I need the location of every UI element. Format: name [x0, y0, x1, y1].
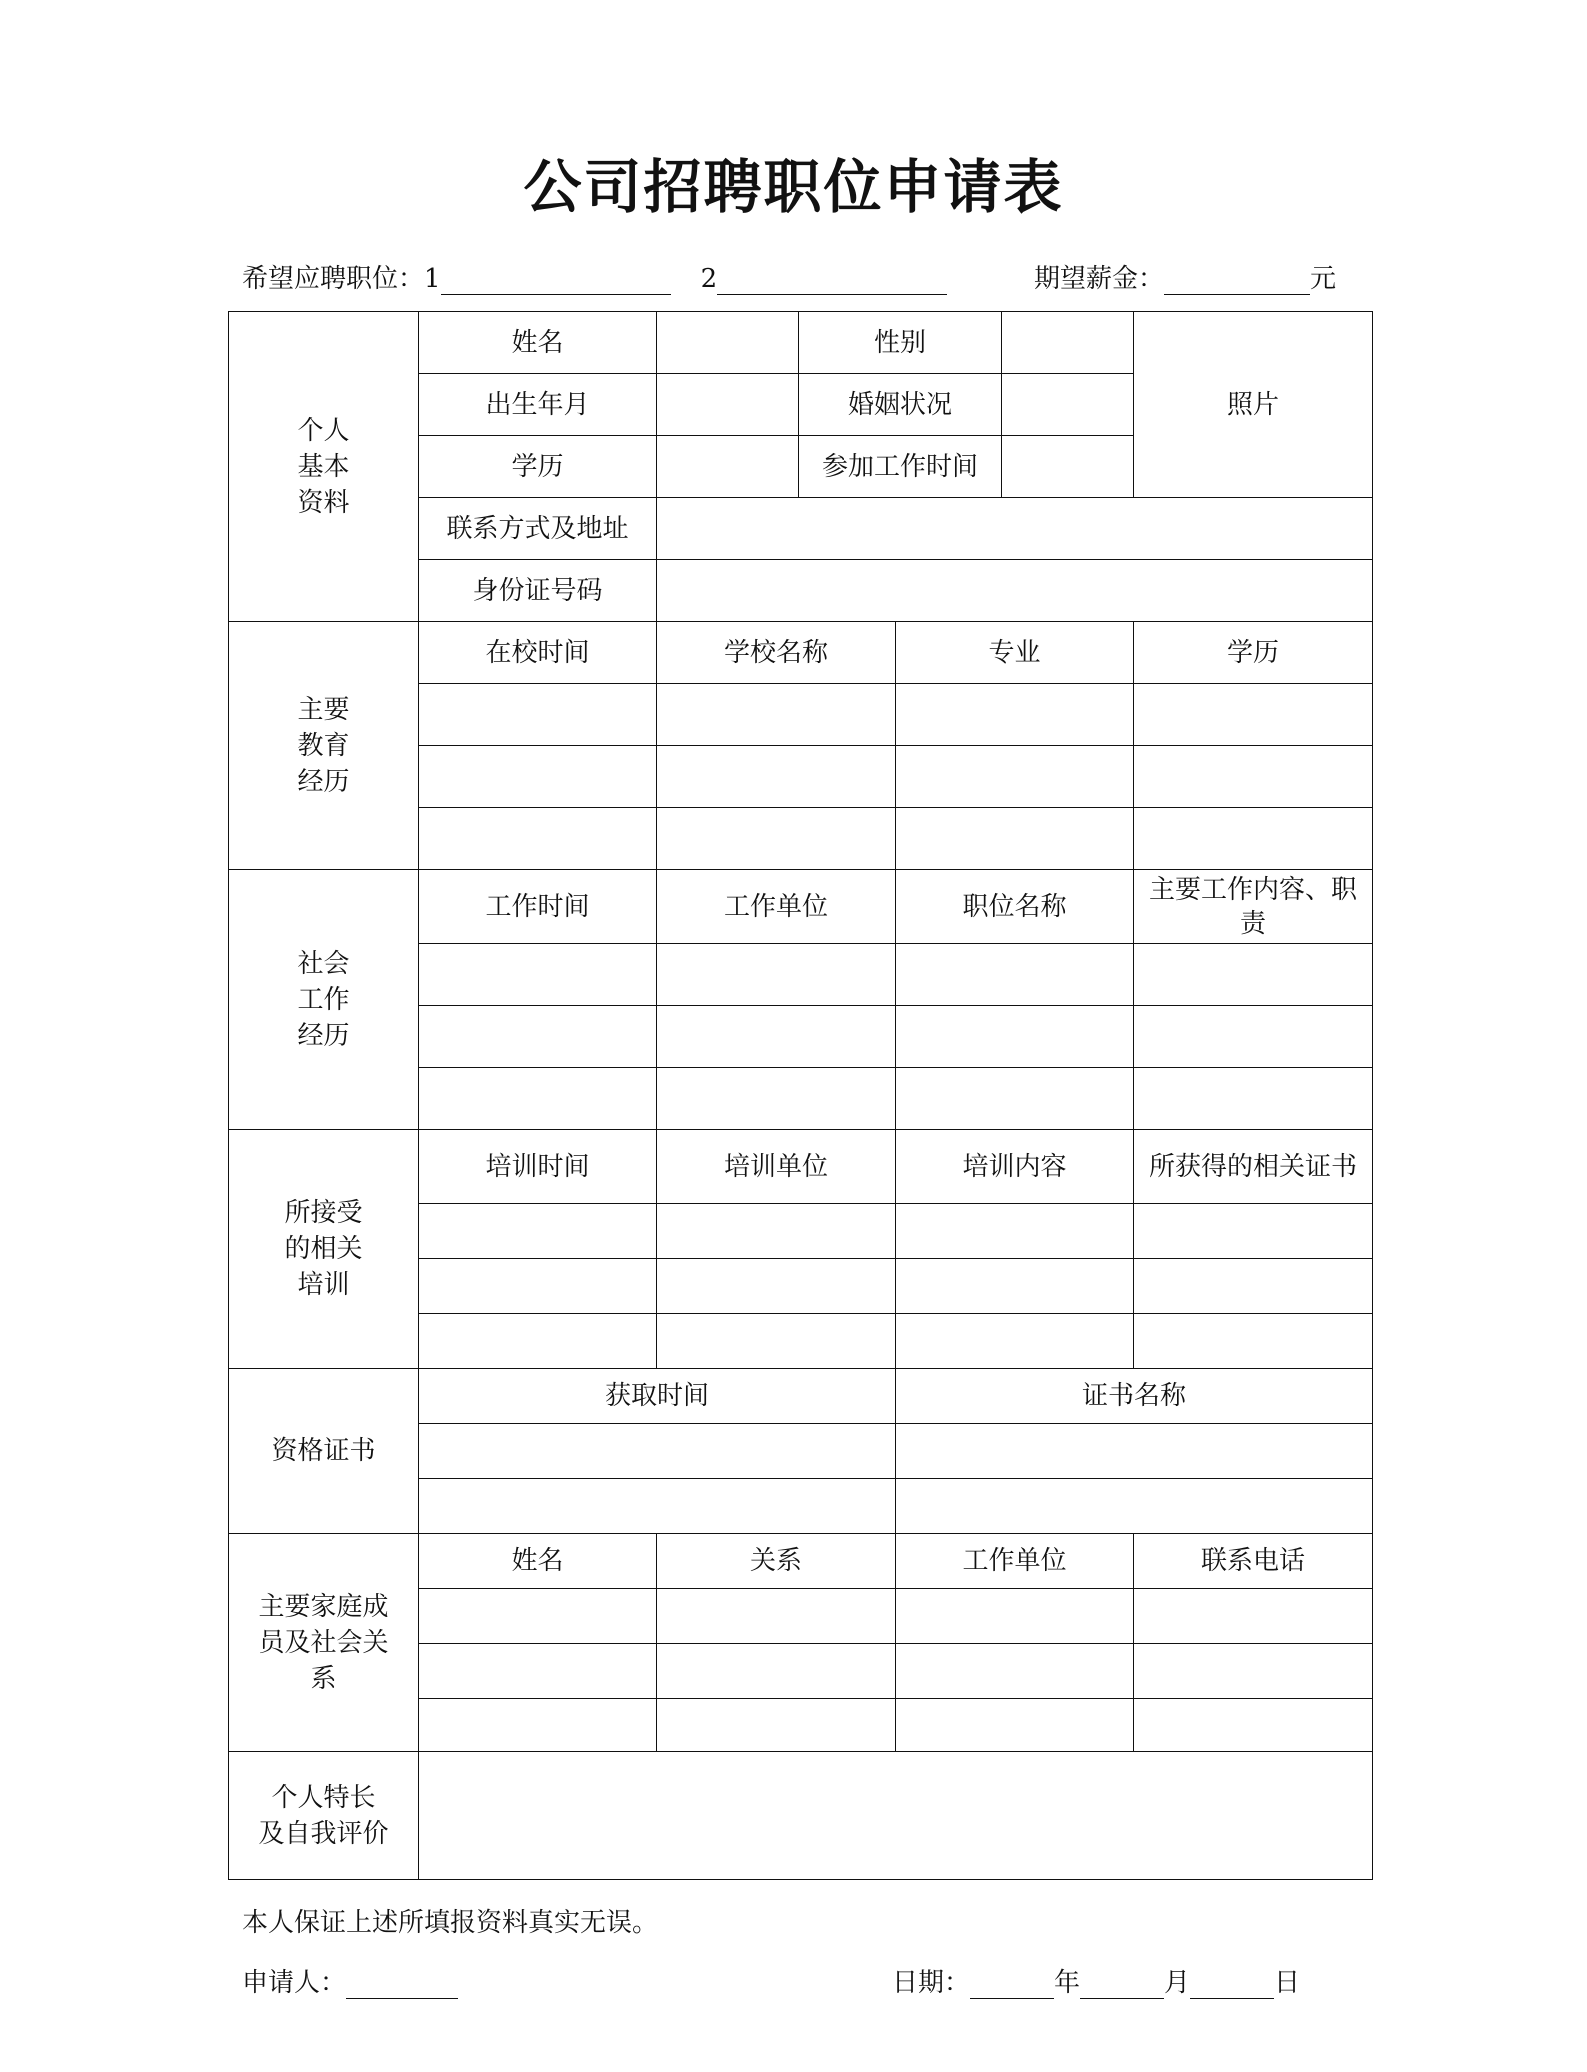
- table-cell[interactable]: [419, 1204, 657, 1259]
- table-cell[interactable]: [419, 944, 657, 1006]
- position-1-number: 1: [424, 264, 441, 294]
- certificates-section-label: 资格证书: [229, 1369, 419, 1534]
- personal-section-label: 个人 基本 资料: [229, 312, 419, 622]
- table-cell[interactable]: [896, 1589, 1134, 1644]
- table-cell[interactable]: [419, 1259, 657, 1314]
- table-cell[interactable]: [896, 684, 1134, 746]
- cert-header-name: 证书名称: [896, 1369, 1373, 1424]
- education-section-label: 主要 教育 经历: [229, 622, 419, 870]
- table-cell[interactable]: [657, 1644, 896, 1699]
- table-cell[interactable]: [1134, 746, 1373, 808]
- table-cell[interactable]: [896, 1204, 1134, 1259]
- table-cell[interactable]: [657, 1068, 896, 1130]
- training-header-content: 培训内容: [896, 1130, 1134, 1204]
- work-header-position: 职位名称: [896, 870, 1134, 944]
- table-cell[interactable]: [657, 684, 896, 746]
- table-cell[interactable]: [657, 1204, 896, 1259]
- training-section-label: 所接受 的相关 培训: [229, 1130, 419, 1369]
- date-day-field[interactable]: [1190, 1972, 1274, 1999]
- birth-label: 出生年月: [419, 374, 657, 436]
- table-cell[interactable]: [657, 808, 896, 870]
- marital-field[interactable]: [1002, 374, 1134, 436]
- applicant-line: [242, 1962, 458, 1999]
- name-label: 姓名: [419, 312, 657, 374]
- work-section-label: 社会 工作 经历: [229, 870, 419, 1130]
- name-field[interactable]: [657, 312, 799, 374]
- self-eval-field[interactable]: [419, 1752, 1373, 1880]
- day-label: 日: [1274, 1968, 1301, 1998]
- table-cell[interactable]: [419, 746, 657, 808]
- table-cell[interactable]: [419, 684, 657, 746]
- table-cell[interactable]: [419, 1589, 657, 1644]
- table-cell[interactable]: [896, 1644, 1134, 1699]
- education-level-field[interactable]: [657, 436, 799, 498]
- salary-line: [1034, 258, 1336, 295]
- photo-box[interactable]: 照片: [1134, 312, 1373, 498]
- table-cell[interactable]: [419, 1644, 657, 1699]
- work-start-field[interactable]: [1002, 436, 1134, 498]
- application-form-table: [228, 311, 1373, 1880]
- work-header-time: 工作时间: [419, 870, 657, 944]
- table-cell[interactable]: [896, 1068, 1134, 1130]
- family-header-relation: 关系: [657, 1534, 896, 1589]
- position-1-field[interactable]: [441, 268, 671, 295]
- edu-header-time: 在校时间: [419, 622, 657, 684]
- position-label: 希望应聘职位：: [242, 264, 425, 294]
- contact-field[interactable]: [657, 498, 1373, 560]
- work-header-company: 工作单位: [657, 870, 896, 944]
- position-2-number: 2: [700, 264, 718, 294]
- marital-label: 婚姻状况: [799, 374, 1002, 436]
- applicant-field[interactable]: [346, 1972, 458, 1999]
- position-2-field[interactable]: [717, 268, 947, 295]
- date-month-field[interactable]: [1080, 1972, 1164, 1999]
- table-cell[interactable]: [896, 1314, 1134, 1369]
- table-cell[interactable]: [1134, 1314, 1373, 1369]
- table-cell[interactable]: [896, 1424, 1373, 1479]
- table-cell[interactable]: [657, 944, 896, 1006]
- date-line: [892, 1962, 1300, 1999]
- table-cell[interactable]: [657, 1589, 896, 1644]
- table-cell[interactable]: [657, 1006, 896, 1068]
- work-start-label: 参加工作时间: [799, 436, 1002, 498]
- table-cell[interactable]: [657, 1699, 896, 1752]
- applicant-label: 申请人：: [242, 1968, 347, 1998]
- date-year-field[interactable]: [970, 1972, 1054, 1999]
- guarantee-text: 本人保证上述所填报资料真实无误。: [242, 1908, 659, 1938]
- form-title: 公司招聘职位申请表: [523, 153, 1064, 221]
- table-cell[interactable]: [1134, 1068, 1373, 1130]
- table-cell[interactable]: [1134, 1259, 1373, 1314]
- table-cell[interactable]: [419, 1068, 657, 1130]
- training-header-time: 培训时间: [419, 1130, 657, 1204]
- table-cell[interactable]: [1134, 1006, 1373, 1068]
- education-level-label: 学历: [419, 436, 657, 498]
- family-header-company: 工作单位: [896, 1534, 1134, 1589]
- gender-field[interactable]: [1002, 312, 1134, 374]
- table-cell[interactable]: [657, 1314, 896, 1369]
- edu-header-degree: 学历: [1134, 622, 1373, 684]
- table-cell[interactable]: [896, 944, 1134, 1006]
- training-header-certificate: 所获得的相关证书: [1134, 1130, 1373, 1204]
- table-cell[interactable]: [1134, 808, 1373, 870]
- year-label: 年: [1054, 1968, 1081, 1998]
- table-cell[interactable]: [419, 808, 657, 870]
- month-label: 月: [1164, 1968, 1191, 1998]
- table-cell[interactable]: [1134, 684, 1373, 746]
- table-cell[interactable]: [896, 1259, 1134, 1314]
- contact-label: 联系方式及地址: [419, 498, 657, 560]
- table-cell[interactable]: [419, 1699, 657, 1752]
- family-header-name: 姓名: [419, 1534, 657, 1589]
- work-header-duties: 主要工作内容、职责: [1134, 870, 1373, 944]
- salary-label: 期望薪金：: [1034, 264, 1165, 294]
- table-cell[interactable]: [1134, 1204, 1373, 1259]
- position-line: [242, 258, 947, 295]
- table-cell[interactable]: [419, 1314, 657, 1369]
- gender-label: 性别: [799, 312, 1002, 374]
- table-cell[interactable]: [1134, 1644, 1373, 1699]
- date-label: 日期：: [892, 1968, 971, 1998]
- table-cell[interactable]: [896, 1006, 1134, 1068]
- salary-field[interactable]: [1164, 268, 1310, 295]
- id-number-label: 身份证号码: [419, 560, 657, 622]
- edu-header-major: 专业: [896, 622, 1134, 684]
- family-section-label: 主要家庭成 员及社会关 系: [229, 1534, 419, 1752]
- table-cell[interactable]: [419, 1006, 657, 1068]
- family-header-phone: 联系电话: [1134, 1534, 1373, 1589]
- id-number-field[interactable]: [657, 560, 1373, 622]
- birth-field[interactable]: [657, 374, 799, 436]
- table-cell[interactable]: [657, 1259, 896, 1314]
- table-cell[interactable]: [419, 1479, 896, 1534]
- edu-header-school: 学校名称: [657, 622, 896, 684]
- salary-unit: 元: [1310, 264, 1337, 294]
- self-eval-section-label: 个人特长 及自我评价: [229, 1752, 419, 1880]
- table-cell[interactable]: [419, 1424, 896, 1479]
- cert-header-time: 获取时间: [419, 1369, 896, 1424]
- table-cell[interactable]: [1134, 1589, 1373, 1644]
- table-cell[interactable]: [896, 1699, 1134, 1752]
- table-cell[interactable]: [896, 1479, 1373, 1534]
- table-cell[interactable]: [896, 746, 1134, 808]
- table-cell[interactable]: [896, 808, 1134, 870]
- table-cell[interactable]: [1134, 944, 1373, 1006]
- table-cell[interactable]: [657, 746, 896, 808]
- training-header-org: 培训单位: [657, 1130, 896, 1204]
- table-cell[interactable]: [1134, 1699, 1373, 1752]
